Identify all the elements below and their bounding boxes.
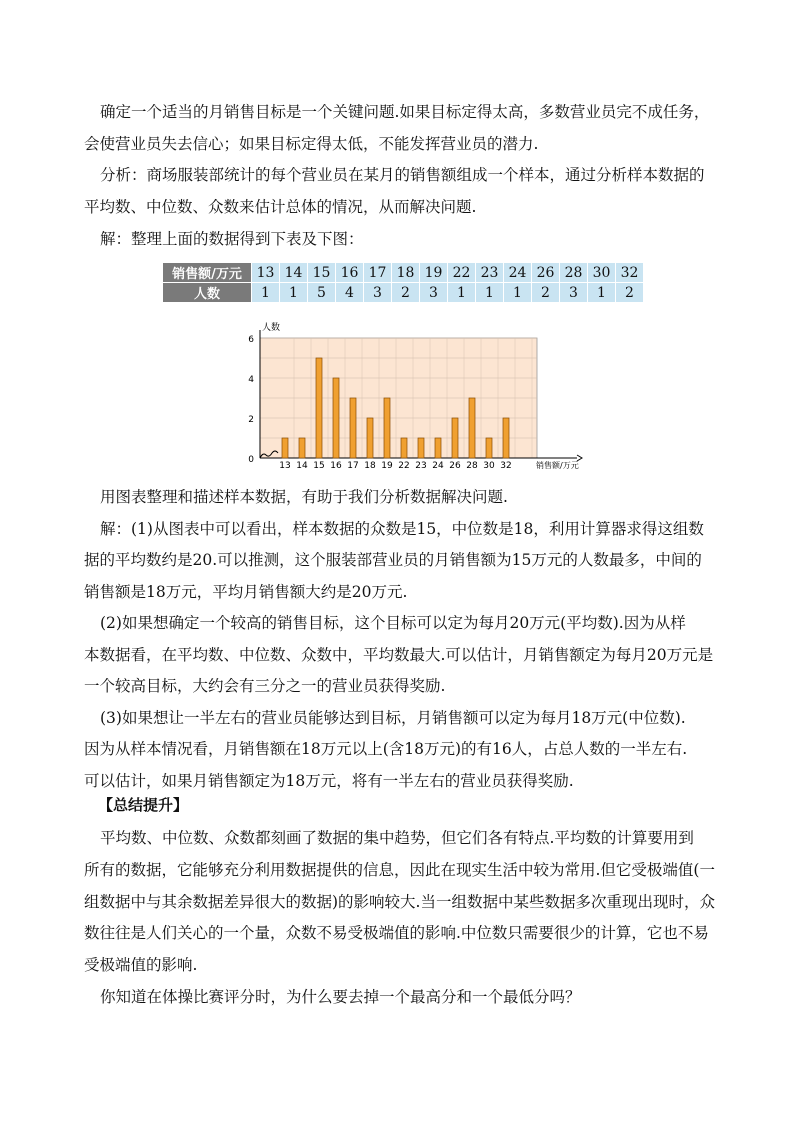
answer1-line-2: 据的平均数约是20.可以推测，这个服装部营业员的月销售额为15万元的人数最多，中间的	[84, 551, 702, 569]
summary-line-2: 所有的数据，它能够充分利用数据提供的信息，因此在现实生活中较为常用.但它受极端值(一	[84, 861, 715, 879]
table-cell: 4	[336, 283, 364, 303]
table-row-sales	[163, 263, 644, 283]
table-cell: 3	[420, 283, 448, 303]
table-cell: 2	[616, 283, 644, 303]
bar	[316, 358, 322, 458]
y-axis-label: 人数	[262, 323, 281, 333]
x-tick-label: 16	[330, 461, 342, 471]
bar	[418, 438, 424, 458]
x-axis-label: 销售额/万元	[536, 461, 579, 470]
answer3-line-1: (3)如果想让一半左右的营业员能够达到目标，月销售额可以定为每月18万元(中位数).	[100, 709, 686, 727]
table-cell: 2	[392, 283, 420, 303]
answer2-line-3: 一个较高目标，大约会有三分之一的营业员获得奖励.	[84, 677, 446, 695]
x-tick-label: 32	[500, 461, 512, 471]
answer3-line-3: 可以估计，如果月销售额定为18万元，将有一半左右的营业员获得奖励.	[84, 772, 574, 790]
y-tick-label: 0	[248, 455, 254, 465]
x-tick-label: 19	[381, 461, 393, 471]
table-cell: 18	[392, 263, 420, 283]
table-cell: 1	[588, 283, 616, 303]
x-tick-label: 18	[364, 461, 376, 471]
answer2-line-2: 本数据看，在平均数、中位数、众数中，平均数最大.可以估计，月销售额定为每月20万元是	[84, 646, 714, 664]
table-cell: 22	[448, 263, 476, 283]
bar	[401, 438, 407, 458]
x-tick-label: 13	[279, 461, 291, 471]
answer1-line-3: 销售额是18万元，平均月销售额大约是20万元.	[84, 583, 408, 601]
table-cell: 14	[280, 263, 308, 283]
table-cell: 1	[280, 283, 308, 303]
bar	[435, 438, 441, 458]
x-tick-label: 28	[466, 461, 478, 471]
intro-line-1: 确定一个适当的月销售目标是一个关键问题.如果目标定得太高，多数营业员完不成任务，	[100, 103, 710, 121]
table-cell: 2	[532, 283, 560, 303]
bar-chart	[240, 318, 585, 473]
sales-table	[162, 262, 644, 303]
intro-line-2: 会使营业员失去信心；如果目标定得太低，不能发挥营业员的潜力.	[84, 135, 539, 153]
bar	[299, 438, 305, 458]
table-cell: 5	[308, 283, 336, 303]
bar	[503, 418, 509, 458]
table-cell: 3	[364, 283, 392, 303]
table-cell: 19	[420, 263, 448, 283]
answer2-line-1: (2)如果想确定一个较高的销售目标，这个目标可以定为每月20万元(平均数).因为从样	[100, 614, 686, 632]
summary-line-5: 受极端值的影响.	[84, 956, 198, 974]
bar	[333, 378, 339, 458]
table-header-sales: 销售额/万元	[163, 263, 252, 283]
analysis-line-2: 平均数、中位数、众数来估计总体的情况，从而解决问题.	[84, 198, 477, 216]
table-cell: 17	[364, 263, 392, 283]
bar	[452, 418, 458, 458]
y-tick-label: 4	[248, 375, 254, 385]
x-tick-label: 14	[296, 461, 308, 471]
table-cell: 15	[308, 263, 336, 283]
table-cell: 16	[336, 263, 364, 283]
table-cell: 1	[476, 283, 504, 303]
table-cell: 30	[588, 263, 616, 283]
bar	[486, 438, 492, 458]
bar	[350, 398, 356, 458]
table-cell: 13	[252, 263, 280, 283]
table-cell: 1	[448, 283, 476, 303]
summary-line-3: 组数据中与其余数据差异很大的数据)的影响较大.当一组数据中某些数据多次重现出现时，众	[84, 893, 715, 911]
summary-line-4: 数往往是人们关心的一个量，众数不易受极端值的影响.中位数只需要很少的计算，它也不易	[84, 924, 709, 942]
table-cell: 26	[532, 263, 560, 283]
after-chart-text: 用图表整理和描述样本数据，有助于我们分析数据解决问题.	[100, 488, 508, 506]
table-cell: 1	[252, 283, 280, 303]
bar	[469, 398, 475, 458]
table-cell: 28	[560, 263, 588, 283]
table-cell: 3	[560, 283, 588, 303]
table-cell: 32	[616, 263, 644, 283]
summary-line-1: 平均数、中位数、众数都刻画了数据的集中趋势，但它们各有特点.平均数的计算要用到	[100, 829, 694, 847]
table-cell: 23	[476, 263, 504, 283]
bar	[282, 438, 288, 458]
closing-question: 你知道在体操比赛评分时，为什么要去掉一个最高分和一个最低分吗？	[100, 988, 581, 1006]
y-tick-label: 6	[248, 335, 254, 345]
bar	[367, 418, 373, 458]
table-header-count: 人数	[163, 283, 252, 303]
bar	[384, 398, 390, 458]
table-cell: 24	[504, 263, 532, 283]
x-tick-label: 22	[398, 461, 410, 471]
x-tick-label: 24	[432, 461, 444, 471]
solution-intro: 解：整理上面的数据得到下表及下图：	[100, 230, 364, 248]
summary-heading: 【总结提升】	[98, 796, 189, 814]
y-tick-label: 2	[248, 415, 254, 425]
x-tick-label: 15	[313, 461, 325, 471]
table-row-counts	[163, 283, 644, 303]
table-cell: 1	[504, 283, 532, 303]
x-tick-label: 23	[415, 461, 427, 471]
answer1-line-1: 解：(1)从图表中可以看出，样本数据的众数是15，中位数是18，利用计算器求得这组数	[100, 520, 704, 538]
x-tick-label: 26	[449, 461, 461, 471]
x-tick-label: 17	[347, 461, 359, 471]
x-tick-label: 30	[483, 461, 495, 471]
answer3-line-2: 因为从样本情况看，月销售额在18万元以上(含18万元)的有16人，占总人数的一半左右.	[84, 740, 688, 758]
analysis-line-1: 分析：商场服装部统计的每个营业员在某月的销售额组成一个样本，通过分析样本数据的	[100, 166, 705, 184]
